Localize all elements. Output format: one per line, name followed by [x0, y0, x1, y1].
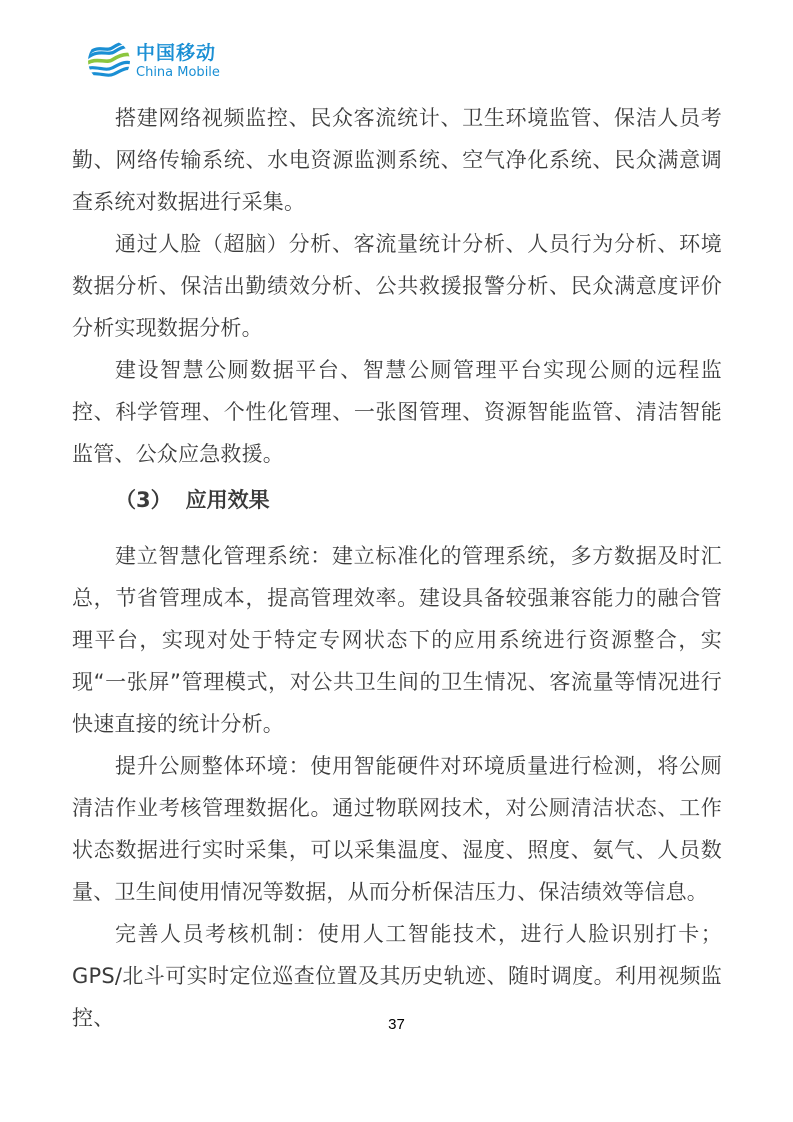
paragraph-staff-assessment: 完善人员考核机制：使用人工智能技术，进行人脸识别打卡；GPS/北斗可实时定位巡查位置及其历史轨迹、随时调度。利用视频监控、: [72, 922, 722, 1030]
paragraph-data-analysis: 通过人脸（超脑）分析、客流量统计分析、人员行为分析、环境数据分析、保洁出勤绩效分析、公共救援报警分析、民众满意度评价分析实现数据分析。: [72, 232, 722, 340]
paragraph-data-collection: 搭建网络视频监控、民众客流统计、卫生环境监管、保洁人员考勤、网络传输系统、水电资源监测系统、空气净化系统、民众满意调查系统对数据进行采集。: [72, 106, 722, 214]
logo-text: [136, 41, 220, 80]
section-title: 应用效果: [185, 488, 270, 512]
logo-english-name: China Mobile: [136, 64, 220, 80]
paragraph-smart-management: 建立智慧化管理系统：建立标准化的管理系统，多方数据及时汇总，节省管理成本，提高管理效率。建设具备较强兼容能力的融合管理平台，实现对处于特定专网状态下的应用系统进行资源整合，实现“一张屏”管理模式，对公共卫生间的卫生情况、客流量等情况进行快速直接的统计分析。: [72, 544, 722, 736]
section-number: （3）: [115, 488, 172, 512]
paragraph-platform-construction: 建设智慧公厕数据平台、智慧公厕管理平台实现公厕的远程监控、科学管理、个性化管理、一张图管理、资源智能监管、清洁智能监管、公众应急救援。: [72, 358, 722, 466]
page-number: 37: [388, 1016, 405, 1033]
document-body: [72, 97, 722, 1039]
header-logo: [86, 38, 220, 84]
paragraph-environment: 提升公厕整体环境：使用智能硬件对环境质量进行检测，将公厕清洁作业考核管理数据化。通过物联网技术，对公厕清洁状态、工作状态数据进行实时采集，可以采集温度、湿度、照度、氨气、人员数量、卫生间使用情况等数据，从而分析保洁压力、保洁绩效等信息。: [72, 754, 722, 904]
china-mobile-logo-icon: [86, 38, 132, 84]
section-heading: [72, 479, 722, 521]
logo-chinese-name: 中国移动: [136, 41, 217, 64]
